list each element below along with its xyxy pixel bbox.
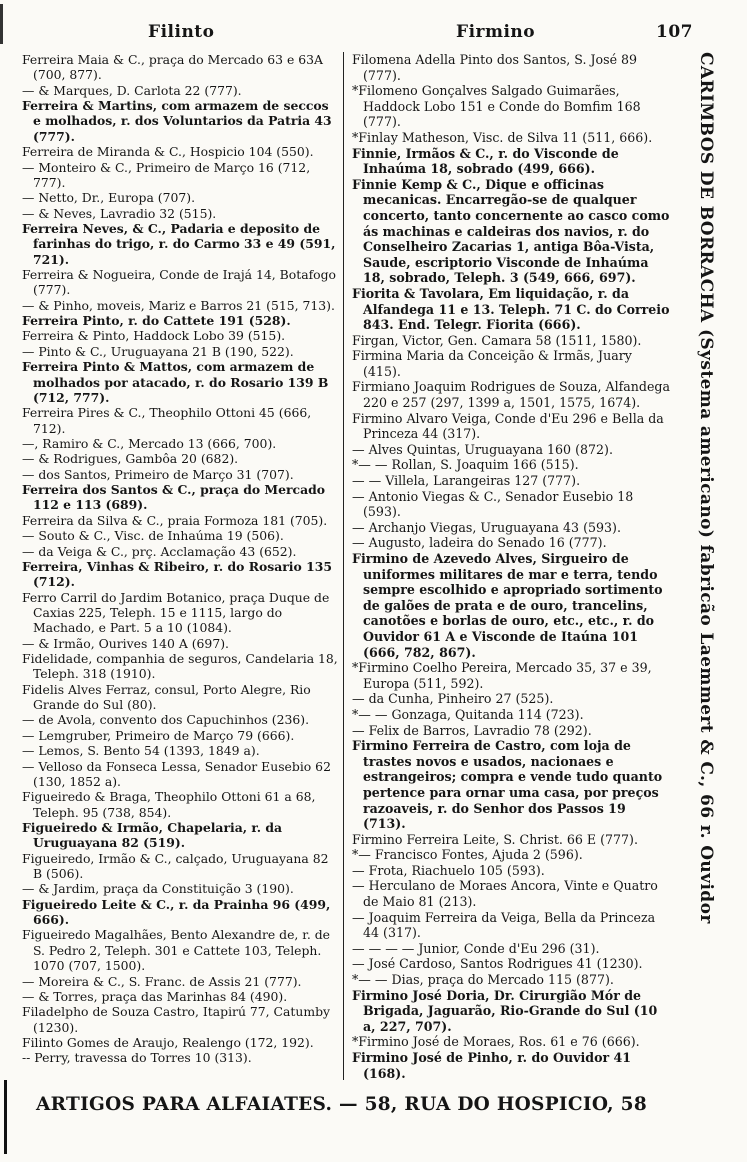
directory-entry: Ferreira Pinto & Mattos, com armazem de molhados por atacado, r. do Rosario 139 B (712, 777).	[22, 359, 329, 405]
directory-entry: -- Perry, travessa do Torres 10 (313).	[22, 1050, 252, 1066]
directory-entry: Ferreira Neves, & C., Padaria e deposito de farinhas do trigo, r. do Carmo 33 e 49 (591, 721).	[22, 220, 336, 267]
directory-entry: — & Rodrigues, Gambôa 20 (682).	[22, 451, 239, 467]
page-number: 107	[656, 22, 693, 42]
directory-entry: — Joaquim Ferreira da Veiga, Bella da Princeza 44 (317).	[352, 909, 656, 941]
directory-entry: — da Veiga & C., prç. Acclamação 43 (652).	[22, 543, 297, 559]
directory-entry: Firmino José de Pinho, r. do Ouvidor 41 (168).	[352, 1050, 632, 1081]
directory-entry: Firmina Maria da Conceição & Irmãs, Juary (415).	[352, 348, 632, 379]
directory-entry: *— Francisco Fontes, Ajuda 2 (596).	[352, 847, 583, 863]
directory-entry: — & Marques, D. Carlota 22 (777).	[22, 82, 242, 98]
directory-entry: Ferreira dos Santos & C., praça do Mercado 112 e 113 (689).	[22, 482, 326, 513]
directory-entry: Firmino Ferreira Leite, S. Christ. 66 E (777).	[352, 831, 638, 847]
directory-entry: *— — Gonzaga, Quitanda 114 (723).	[352, 706, 584, 722]
directory-entry: — Alves Quintas, Uruguayana 160 (872).	[352, 441, 613, 457]
directory-entry: — Frota, Riachuelo 105 (593).	[352, 862, 545, 878]
directory-entry: Ferreira & Nogueira, Conde de Irajá 14, Botafogo (777).	[22, 267, 337, 298]
directory-entry: Firmino Ferreira de Castro, com loja de trastes novos e usados, nacionaes e estrangeiros; compra e vende tudo quanto pertence para ornar uma casa, por preços razoaveis, r. do Senhor dos Passos 19 (713).	[352, 738, 663, 832]
directory-entry: Figueiredo & Irmão, Chapelaria, r. da Uruguayana 82 (519).	[22, 819, 283, 851]
directory-entry: — & Neves, Lavradio 32 (515).	[22, 205, 217, 221]
directory-entry: Finnie, Irmãos & C., r. do Visconde de Inhaúma 18, sobrado (499, 666).	[352, 145, 619, 177]
directory-entry: Filomena Adella Pinto dos Santos, S. José 89 (777).	[352, 52, 638, 83]
directory-entry: *Firmino José de Moraes, Ros. 61 e 76 (666).	[352, 1034, 640, 1050]
directory-entry: — Monteiro & C., Primeiro de Março 16 (712, 777).	[22, 159, 311, 190]
scan-edge-mark	[0, 4, 3, 44]
directory-entry: — & Torres, praça das Marinhas 84 (490).	[22, 988, 288, 1004]
directory-entry: — Antonio Viegas & C., Senador Eusebio 18 (593).	[352, 488, 634, 520]
directory-entry: *Finlay Matheson, Visc. de Silva 11 (511, 666).	[352, 129, 653, 145]
column-divider	[343, 52, 344, 1080]
directory-entry: —, Ramiro & C., Mercado 13 (666, 700).	[22, 435, 277, 451]
directory-entry: Ferreira, Vinhas & Ribeiro, r. do Rosario 135 (712).	[22, 558, 332, 590]
header-center-guide-word: Firmino	[456, 22, 536, 42]
scan-edge-mark	[4, 1080, 7, 1154]
directory-entry: Finnie Kemp & C., Dique e officinas mecanicas. Encarregão-se de qualquer concerto, tanto concernente ao casco como ás machinas e caldeiras dos navios, r. do Conselheiro Zacarias 1, antiga Bôa-Vista, Saude, escriptorio Visconde de Inhaúma 18, sobrado, Teleph. 3 (549, 666, 697).	[352, 176, 670, 286]
directory-entry: — Felix de Barros, Lavradio 78 (292).	[352, 722, 592, 738]
directory-entry: *Filomeno Gonçalves Salgado Guimarães, Haddock Lobo 151 e Conde do Bomfim 168 (777).	[352, 83, 641, 130]
side-advertisement	[694, 52, 718, 1080]
right-column	[352, 52, 672, 1081]
directory-entry: — Augusto, ladeira do Senado 16 (777).	[352, 535, 607, 551]
directory-entry: Figueiredo, Irmão & C., calçado, Uruguayana 82 B (506).	[22, 850, 329, 882]
directory-entry: Fidelis Alves Ferraz, consul, Porto Alegre, Rio Grande do Sul (80).	[22, 681, 311, 713]
directory-entry: Firmino de Azevedo Alves, Sirgueiro de uniformes militares de mar e terra, tendo sempre escolhido e apropriado sortimento de galões de prata e de ouro, trancelins, canotões e borlas de ouro, etc., etc., r. do Ouvidor 61 A e Visconde de Itaúna 101 (666, 782, 867).	[352, 551, 663, 660]
directory-entry: *— — Dias, praça do Mercado 115 (877).	[352, 972, 614, 988]
directory-entry: — José Cardoso, Santos Rodrigues 41 (1230).	[352, 956, 643, 972]
directory-entry: — Moreira & C., S. Franc. de Assis 21 (777).	[22, 973, 302, 989]
side-advertisement-text: CARIMBOS DE BORRACHA (Systema americano) fabricão Laemmert & C., 66 r. Ouvidor	[696, 52, 716, 924]
directory-entry: Ferreira Pinto, r. do Cattete 191 (528).	[22, 313, 291, 329]
directory-entry: — — — — Junior, Conde d'Eu 296 (31).	[352, 940, 600, 956]
directory-entry: Fidelidade, companhia de seguros, Candelaria 18, Teleph. 318 (1910).	[22, 651, 338, 682]
directory-entry: — Pinto & C., Uruguayana 21 B (190, 522).	[22, 343, 294, 359]
directory-entry: Ferreira Pires & C., Theophilo Ottoni 45 (666, 712).	[22, 405, 312, 436]
directory-entry: Ferreira & Pinto, Haddock Lobo 39 (515).	[22, 328, 286, 344]
footer-advertisement: ARTIGOS PARA ALFAIATES. — 58, RUA DO HOSPICIO, 58	[36, 1094, 647, 1115]
directory-entry: Firgan, Victor, Gen. Camara 58 (1511, 1580).	[352, 332, 642, 348]
directory-entry: *Firmino Coelho Pereira, Mercado 35, 37 e 39, Europa (511, 592).	[352, 660, 652, 691]
directory-entry: Fiorita & Tavolara, Em liquidação, r. da Alfandega 11 e 13. Teleph. 71 C. do Correio 843. End. Telegr. Fiorita (666).	[352, 285, 670, 333]
directory-entry: — & Jardim, praça da Constituição 3 (190).	[22, 881, 294, 897]
directory-entry: — dos Santos, Primeiro de Março 31 (707).	[22, 466, 294, 482]
directory-entry: *— — Rollan, S. Joaquim 166 (515).	[352, 457, 579, 473]
directory-entry: Ferreira Maia & C., praça do Mercado 63 e 63A (700, 877).	[22, 52, 323, 83]
directory-entry: Filinto Gomes de Araujo, Realengo (172, 192).	[22, 1035, 314, 1050]
left-column	[22, 52, 340, 1066]
directory-entry: Ferreira da Silva & C., praia Formoza 181 (705).	[22, 512, 328, 528]
directory-entry: — da Cunha, Pinheiro 27 (525).	[352, 691, 554, 707]
directory-entry: Firmino José Doria, Dr. Cirurgião Mór de Brigada, Jaguarão, Rio-Grande do Sul (10 a, 227, 707).	[352, 987, 658, 1034]
directory-entry: — Souto & C., Visc. de Inhaúma 19 (506).	[22, 528, 284, 544]
directory-entry: — & Pinho, moveis, Mariz e Barros 21 (515, 713).	[22, 297, 335, 313]
directory-entry: Filadelpho de Souza Castro, Itapirú 77, Catumby (1230).	[22, 1004, 331, 1035]
directory-entry: — Herculano de Moraes Ancora, Vinte e Quatro de Maio 81 (213).	[352, 878, 658, 910]
directory-entry: Firmino Alvaro Veiga, Conde d'Eu 296 e Bella da Princeza 44 (317).	[352, 410, 664, 442]
directory-entry: — de Avola, convento dos Capuchinhos (236).	[22, 712, 310, 728]
directory-entry: — Lemgruber, Primeiro de Março 79 (666).	[22, 727, 295, 743]
directory-entry: Firmiano Joaquim Rodrigues de Souza, Alfandega 220 e 257 (297, 1399 a, 1501, 1575, 1674).	[352, 379, 670, 411]
directory-entry: Ferreira de Miranda & C., Hospicio 104 (550).	[22, 144, 314, 160]
directory-entry: — Netto, Dr., Europa (707).	[22, 190, 196, 206]
directory-entry: Ferreira & Martins, com armazem de seccos e molhados, r. dos Voluntarios da Patria 43 (777).	[22, 98, 332, 144]
directory-entry: Figueiredo Magalhães, Bento Alexandre de, r. de S. Pedro 2, Teleph. 301 e Cattete 103, Teleph. 1070 (707, 1500).	[22, 927, 331, 974]
directory-entry: Figueiredo & Braga, Theophilo Ottoni 61 a 68, Teleph. 95 (738, 854).	[22, 789, 316, 820]
directory-entry: — & Irmão, Ourives 140 A (697).	[22, 635, 229, 651]
directory-entry: — — Villela, Larangeiras 127 (777).	[352, 473, 581, 489]
directory-entry: Ferro Carril do Jardim Botanico, praça Duque de Caxias 225, Teleph. 15 e 1115, largo do Machado, e Part. 5 a 10 (1084).	[22, 589, 330, 636]
directory-entry: — Lemos, S. Bento 54 (1393, 1849 a).	[22, 743, 260, 759]
directory-entry: — Archanjo Viegas, Uruguayana 43 (593).	[352, 519, 621, 535]
directory-entry: Figueiredo Leite & C., r. da Prainha 96 (499, 666).	[22, 896, 331, 928]
directory-entry: — Velloso da Fonseca Lessa, Senador Eusebio 62 (130, 1852 a).	[22, 758, 331, 789]
header-left-guide-word: Filinto	[148, 22, 215, 42]
